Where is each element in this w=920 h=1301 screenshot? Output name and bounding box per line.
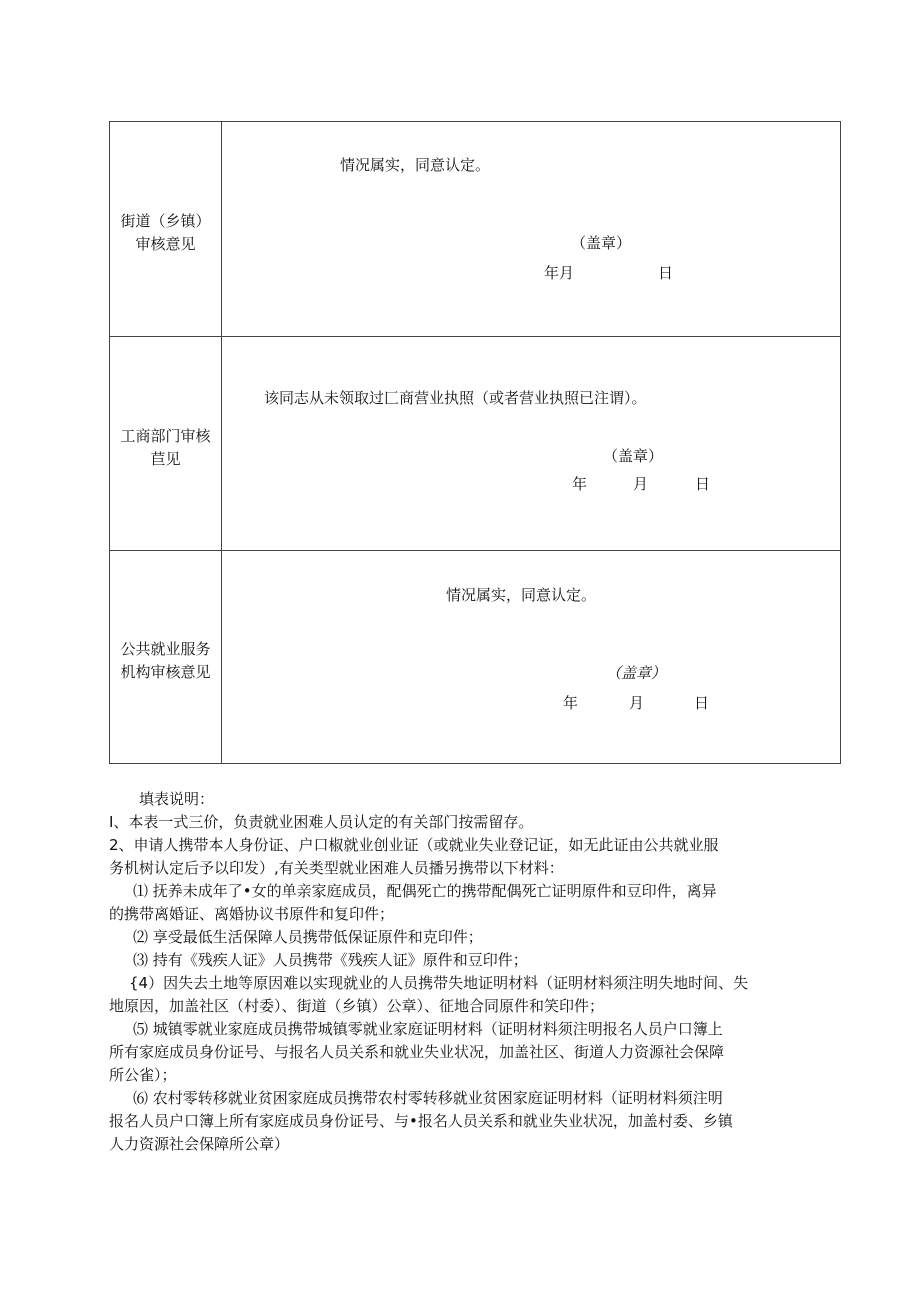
date-day: 日 [694, 694, 710, 712]
instruction-sub-1: ⑴ 抚养未成年了•女的单亲家庭成员，配偶死亡的携带配偶死亡证明原件和豆印件，离异 [133, 882, 717, 900]
instruction-sub-4: {4）因失去土地等原因难以实现就业的人员携带失地证明材料（证明材料须注明失地时间、失 [129, 974, 749, 992]
instruction-sub-3: ⑶ 持有《残疾人证》人员携带《残疾人证》原件和豆印件； [133, 951, 528, 969]
label-line: 审核意见 [135, 235, 196, 253]
form-instructions [109, 788, 844, 1156]
label-street-review [110, 122, 221, 336]
table-row-street [110, 122, 840, 336]
label-business-review [110, 337, 221, 550]
date-day: 日 [658, 264, 674, 282]
label-line: 公共就业服务 [120, 640, 211, 658]
review-opinion-table [109, 121, 841, 764]
instruction-item-2-cont: 务机树认定后予以印发）,有关类型就业困难人员播另携带以下材料： [109, 859, 564, 877]
date-year: 年 [563, 694, 579, 712]
date-year: 年 [572, 475, 588, 493]
column-divider [221, 337, 222, 550]
label-public-employment-review [110, 551, 221, 763]
opinion-text: 该同志从未领取过匚商营业执照（或者营业执照已注谓）。 [264, 389, 647, 407]
seal-text: （盖章） [606, 664, 667, 682]
instruction-sub-5-cont: 所有家庭成员身份证号、与报名人员关系和就业失业状况，加盖社区、街道人力资源社会保障 [109, 1043, 725, 1061]
date-year: 年月 [544, 264, 575, 282]
instruction-sub-2: ⑵ 享受最低生活保障人员携带低保证原件和克印件； [133, 928, 483, 946]
instruction-sub-4-cont: 地原因，加盖社区（村委）、街道（乡镇）公章）、征地合同原件和笑印件； [109, 997, 605, 1015]
opinion-text: 情况属实，同意认定。 [340, 156, 491, 174]
instructions-title: 填表说明： [139, 790, 215, 808]
opinion-text: 情况属实，同意认定。 [446, 586, 597, 604]
date-month: 月 [633, 475, 649, 493]
seal-text: （盖章） [571, 234, 632, 252]
label-line: 街道（乡镇） [120, 212, 211, 230]
instruction-sub-5-cont: 所公雀）； [109, 1066, 177, 1084]
instruction-sub-5: ⑸ 城镇零就业家庭成员携带城镇零就业家庭证明材料（证明材料须注明报名人员户口簿上 [133, 1020, 723, 1038]
instruction-item-2: 2、申请人携带本人身份证、户口椒就业创业证（或就业失业登记证，如无此证由公共就业服 [109, 836, 719, 854]
label-line: 机构审核意见 [120, 663, 211, 681]
instruction-sub-6-cont: 报名人员户口簿上所有家庭成员身份证号、与•报名人员关系和就业失业状况，加盖村委、乡镇 [109, 1112, 733, 1130]
label-line: 工商部门审核 [120, 426, 211, 445]
seal-text: （盖章） [603, 447, 664, 465]
column-divider [221, 551, 222, 763]
table-row-public-employment [110, 550, 840, 763]
instruction-item-1: I、本表一式三价，负责就业困难人员认定的有关部门按需留存。 [109, 813, 534, 831]
date-day: 日 [695, 475, 711, 493]
instruction-sub-6-cont: 人力资源社会保障所公章） [109, 1135, 290, 1153]
instruction-sub-1-cont: 的携带离婚证、离婚协议书原件和复印件； [109, 905, 395, 923]
column-divider [221, 122, 222, 336]
date-month: 月 [629, 694, 645, 712]
label-line: 苣见 [150, 449, 181, 468]
table-row-business [110, 336, 840, 550]
instruction-sub-6: ⑹ 农村零转移就业贫困家庭成员携带农村零转移就业贫困家庭证明材料（证明材料须注明 [133, 1089, 723, 1107]
